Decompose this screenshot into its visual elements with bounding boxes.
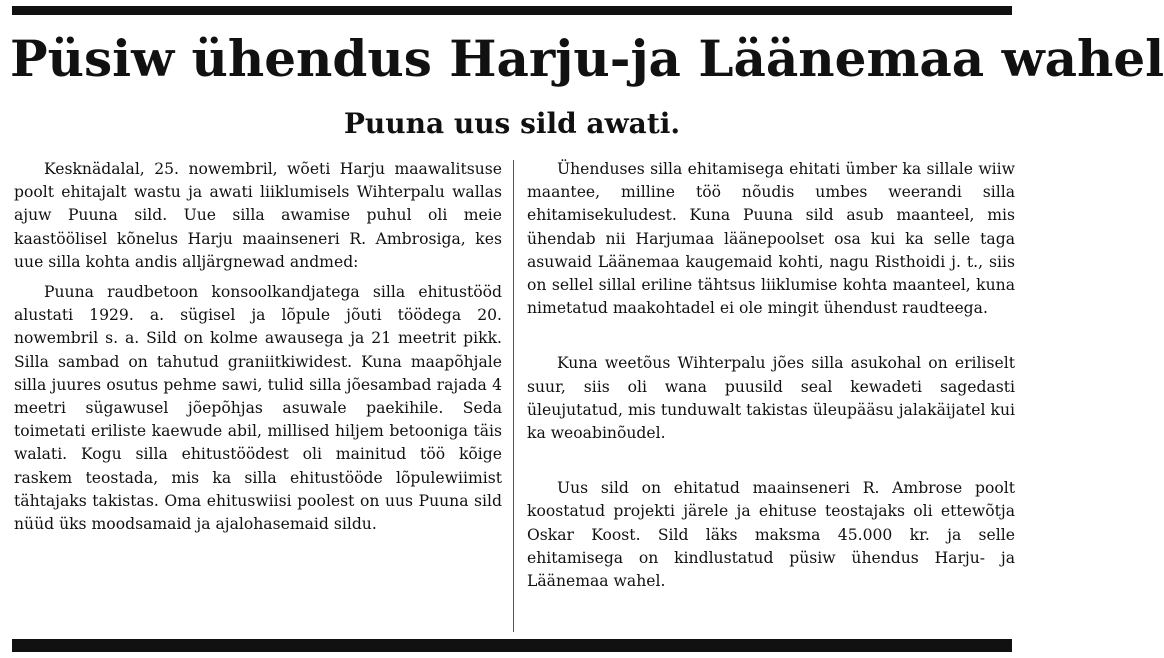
top-rule: [12, 6, 1012, 15]
paragraph: Ühenduses silla ehitamisega ehitati ümber ka sillale wiiw maantee, milline töö nõudis umbes weerandi silla ehitamisekuludest. Kuna Puuna sild asub maanteel, mis ühendab nii Harjumaa läänepoolset osa kui ka selle taga asuwaid Läänemaa kaugemaid kohti, nagu Risthoidi j. t., siis on sellel sillal eriline tähtsus liiklumise kohta maanteel, kuna nimetatud maakohtadel ei ole mingit ühendust raudteega.: [527, 160, 1015, 318]
bottom-rule: [12, 639, 1012, 652]
paragraph: Puuna raudbetoon konsoolkandjatega silla ehitustööd alustati 1929. a. sügisel ja lõpule jõuti töödega 20. nowembril s. a. Sild on kolme awausega ja 21 meetrit pikk. Silla sambad on tahutud graniitkiwidest. Kuna maapõhjale silla juures osutus pehme sawi, tulid silla jõesambad rajada 4 meetri sügawusel jõepõhjas asuwale paekihile. Seda toimetati eriliste kaewude abil, millised hiljem betooniga täis walati. Kogu silla ehitustöödest oli mainitud töö kõige raskem teostada, mis ka silla ehitustööde lõpulewiimist tähtajaks takistas. Oma ehituswiisi poolest on uus Puuna sild nüüd üks moodsamaid ja ajalohasemaid sildu.: [14, 283, 502, 534]
subheadline: Puuna uus sild awati.: [343, 107, 681, 140]
left-column: [14, 158, 502, 536]
column-divider: [513, 160, 514, 632]
headline: Püsiw ühendus Harju-ja Läänemaa wahel: [10, 29, 1164, 88]
paragraph: Kuna weetõus Wihterpalu jões silla asukohal on eriliselt suur, siis oli wana puusild seal kewadeti sagedasti üleujutatud, mis tunduwalt takistas üleupääsu jalakäijatel kui ka weoabinõudel.: [527, 354, 1015, 443]
paragraph: Kesknädalal, 25. nowembril, wõeti Harju maawalitsuse poolt ehitajalt wastu ja awati liiklumisels Wihterpalu wallas ajuw Puuna sild. Uue silla awamise puhul oli meie kaastöölisel kõnelus Harju maainseneri R. Ambrosiga, kes uue silla kohta andis alljärgnewad andmed:: [14, 160, 502, 271]
right-column: [527, 158, 1015, 593]
paragraph: Uus sild on ehitatud maainseneri R. Ambrose poolt koostatud projekti järele ja ehituse teostajaks oli ettewõtja Oskar Koost. Sild läks maksma 45.000 kr. ja selle ehitamisega on kindlustatud püsiw ühendus Harju- ja Läänemaa wahel.: [527, 479, 1015, 591]
